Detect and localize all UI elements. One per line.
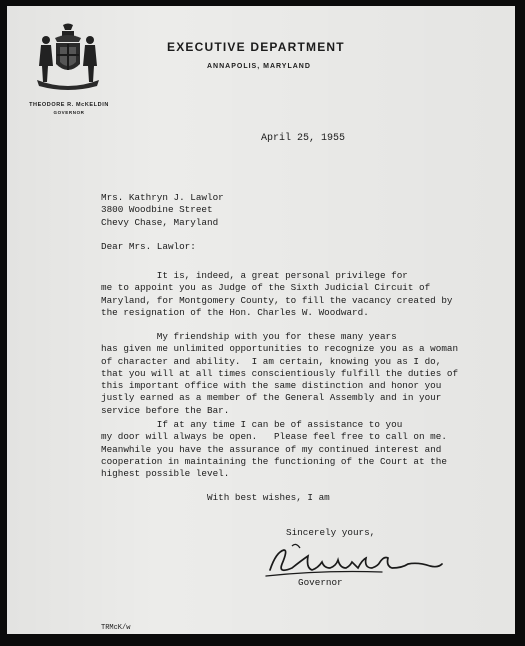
handwritten-signature bbox=[262, 538, 447, 586]
paragraph-line: Meanwhile you have the assurance of my continued interest and bbox=[101, 443, 442, 455]
paragraph-line: highest possible level. bbox=[101, 468, 230, 480]
paragraph-line: justly earned as a member of the General Assembly and in your bbox=[101, 392, 442, 404]
department-heading: EXECUTIVE DEPARTMENT bbox=[167, 40, 345, 54]
paragraph-line: the resignation of the Hon. Charles W. Woodward. bbox=[101, 306, 369, 318]
paragraph-line: that you will at all times conscientiously fulfill the duties of bbox=[101, 367, 459, 379]
letter-date: April 25, 1955 bbox=[261, 133, 346, 144]
address-line: 3800 Woodbine Street bbox=[101, 204, 213, 216]
paragraph-line: If at any time I can be of assistance to you bbox=[101, 419, 403, 430]
sign-off: Sincerely yours, bbox=[286, 527, 376, 538]
paragraph-line: My friendship with you for these many years bbox=[101, 331, 397, 342]
paragraph-line: my door will always be open. Please feel free to call on me. bbox=[101, 431, 447, 443]
body-paragraph bbox=[101, 270, 452, 319]
closing-line: With best wishes, I am bbox=[207, 492, 330, 503]
paragraph-line: Maryland, for Montgomery County, to fill the vacancy created by bbox=[101, 294, 453, 306]
paragraph-line: of character and ability. I am certain, knowing you as I do, bbox=[101, 355, 442, 367]
address-line: Mrs. Kathryn J. Lawlor bbox=[101, 192, 224, 203]
paragraph-line: service before the Bar. bbox=[101, 404, 230, 416]
letter-page bbox=[7, 6, 515, 634]
paragraph-line: this important office with the same distinction and honor you bbox=[101, 380, 442, 392]
paragraph-line: me to appoint you as Judge of the Sixth Judicial Circuit of bbox=[101, 282, 431, 294]
body-paragraph bbox=[101, 331, 458, 417]
letterhead-city: ANNAPOLIS, MARYLAND bbox=[207, 63, 311, 70]
maryland-seal-crest bbox=[33, 22, 103, 90]
body-paragraph bbox=[101, 419, 447, 480]
paragraph-line: cooperation in maintaining the functioning of the Court at the bbox=[101, 455, 447, 467]
address-line: Chevy Chase, Maryland bbox=[101, 216, 219, 228]
governor-title: GOVERNOR bbox=[53, 110, 85, 115]
salutation: Dear Mrs. Lawlor: bbox=[101, 241, 196, 252]
signer-title: Governor bbox=[298, 577, 343, 588]
paragraph-line: It is, indeed, a great personal privilege for bbox=[101, 270, 408, 281]
paragraph-line: has given me unlimited opportunities to recognize you as a woman bbox=[101, 343, 459, 355]
recipient-address bbox=[101, 192, 224, 229]
governor-name: THEODORE R. McKELDIN bbox=[29, 102, 109, 108]
typist-initials: TRMcK/w bbox=[101, 624, 131, 632]
